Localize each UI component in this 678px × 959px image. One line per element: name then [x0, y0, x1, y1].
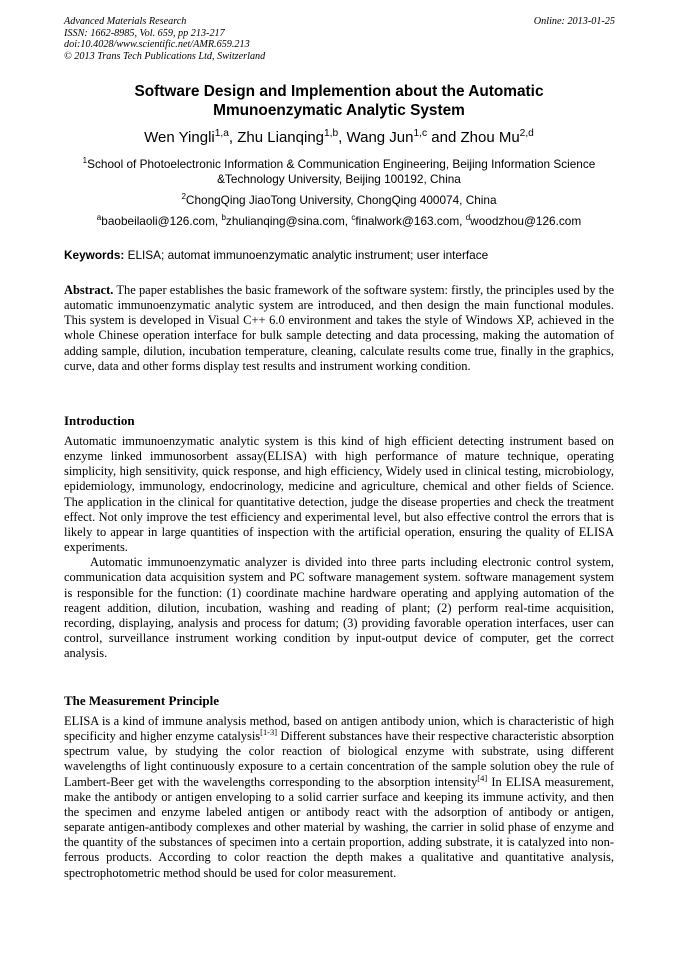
- author-separator: and: [427, 129, 461, 146]
- paragraph: Automatic immunoenzymatic analytic system is this kind of high efficient detecting instrument based on enzyme linked immunosorbent assay(ELISA) with high performance of mature technique, operating simplicity, high sensitivity, quick response, and high efficiency, Widely used in clinical testing, microbiology, epidemiology, immunology, endocrinology, medicine and agriculture, chemical and other fields of Science. The application in the clinical for quantitative detection, judge the disease properties and check the treatment effect. Not only improve the test efficiency and experimental level, but also effective control the errors that is likely to appear in large quantities of inspection with the artificial operation, ensuring the quality of ELISA experiments.: [64, 434, 614, 555]
- email-link: finalwork@163.com,: [355, 214, 466, 228]
- citation: [4]: [477, 772, 488, 783]
- introduction-body: [64, 434, 614, 661]
- affil-number: 1: [82, 156, 88, 166]
- paper-title: [64, 82, 614, 120]
- abstract-text: The paper establishes the basic framework of the software system: firstly, the principles used by the automatic immunoenzymatic analytic system are introduced, and then design the main functional modules. This system is developed in Visual C++ 6.0 environment and takes the style of Windows XP, achieved in the whole Chinese operation interface for bulk sample detecting and data processing, making the automation of adding sample, dilution, incubation temperature, cleaning, calculate results come true, finally in the graphics, curve, data and other forms display test results and instrument working condition.: [64, 283, 614, 373]
- section-heading-introduction: Introduction: [64, 413, 135, 428]
- abstract-label: Abstract.: [64, 283, 114, 297]
- abstract: [64, 283, 614, 374]
- citation: [1-3]: [260, 727, 278, 738]
- email-mark: b: [221, 213, 226, 223]
- author-affil-mark: 1,a: [214, 128, 229, 139]
- keywords: [64, 248, 614, 262]
- title-line-2: Mmunoenzymatic Analytic System: [213, 102, 465, 119]
- affiliation-1: [64, 157, 614, 187]
- author-list: [64, 128, 614, 147]
- author-emails: [64, 214, 614, 229]
- affil-number: 2: [181, 192, 186, 202]
- issn-line: ISSN: 1662-8985, Vol. 659, pp 213-217: [64, 27, 225, 39]
- affil-text: ChongQing JiaoTong University, ChongQing 400074, China: [185, 193, 497, 207]
- keywords-text: ELISA; automat immunoenzymatic analytic instrument; user interface: [124, 248, 489, 262]
- paragraph-text: Different substances have their respective characteristic absorption spectrum value, by studying the color reaction of biological enzyme with substrate, using different wavelengths of light continuously exposure to a certain concentration of the sample solution obey the rule of Lambert-Beer get with the wavelengths corresponding to the absorption intensity: [64, 729, 614, 789]
- author-name: Zhou Mu: [460, 129, 520, 146]
- author-affil-mark: 1,c: [413, 128, 428, 139]
- author-affil-mark: 1,b: [324, 128, 339, 139]
- email-link: woodzhou@126.com: [470, 214, 582, 228]
- running-header: [64, 16, 265, 62]
- paragraph-text: In ELISA measurement, make the antibody or antigen enveloping to a solid carrier surface and keeping its immune activity, and then the specimen and enzyme labeled antigen or antibody react with the adsorption of antibody or antigen, separate antigen-antibody complexes and other material by washing, the carrier in solid phase of enzyme and the quantity of the substances of specimen into a certain proportion, adding substrate, it is catalyzed into non-ferrous products. According to color reaction the depth makes a qualitative and quantitative analysis, spectrophotometric method should be used for color measurement.: [64, 774, 614, 880]
- email-mark: a: [96, 213, 102, 223]
- online-date: Online: 2013-01-25: [533, 16, 615, 27]
- journal-name: Advanced Materials Research: [64, 16, 187, 27]
- affil-text: School of Photoelectronic Information & Communication Engineering, Beijing Information Science: [87, 157, 596, 171]
- author-separator: ,: [338, 129, 347, 146]
- author-name: Wen Yingli: [144, 129, 215, 146]
- author-separator: ,: [228, 129, 238, 146]
- copyright-line: © 2013 Trans Tech Publications Ltd, Switzerland: [64, 50, 266, 62]
- email-mark: c: [351, 213, 356, 223]
- affiliation-2: [64, 193, 614, 208]
- email-link: baobeilaoli@126.com,: [101, 214, 222, 228]
- section-heading-measurement: The Measurement Principle: [64, 693, 220, 708]
- email-mark: d: [465, 213, 471, 223]
- title-line-1: Software Design and Implemention about the Automatic: [134, 83, 544, 100]
- paragraph: [64, 714, 614, 881]
- measurement-body: [64, 714, 614, 881]
- affil-text-cont: &Technology University, Beijing 100192, China: [217, 172, 461, 186]
- author-name: Zhu Lianqing: [237, 129, 324, 146]
- paragraph-text: ELISA is a kind of immune analysis method, based on antigen antibody union, which is characteristic of high specificity and higher enzyme catalysis: [64, 714, 614, 744]
- author-affil-mark: 2,d: [519, 128, 534, 139]
- email-link: zhulianqing@sina.com,: [225, 214, 352, 228]
- author-name: Wang Jun: [346, 129, 414, 146]
- paragraph: Automatic immunoenzymatic analyzer is divided into three parts including electronic control system, communication data acquisition system and PC software management system. software management system is responsible for the function: (1) coordinate machine hardware operating and applying automation of the reagent addition, dilution, incubation, washing and reading of plant; (2) perform real-time acquisition, recording, displaying, analysis and process for datum; (3) providing favorable operation interfaces, user can control, surveillance instrument working condition by input-output device of computer, get the correct analysis.: [64, 555, 614, 661]
- doi-line: doi:10.4028/www.scientific.net/AMR.659.213: [64, 39, 250, 51]
- keywords-label: Keywords:: [64, 248, 125, 262]
